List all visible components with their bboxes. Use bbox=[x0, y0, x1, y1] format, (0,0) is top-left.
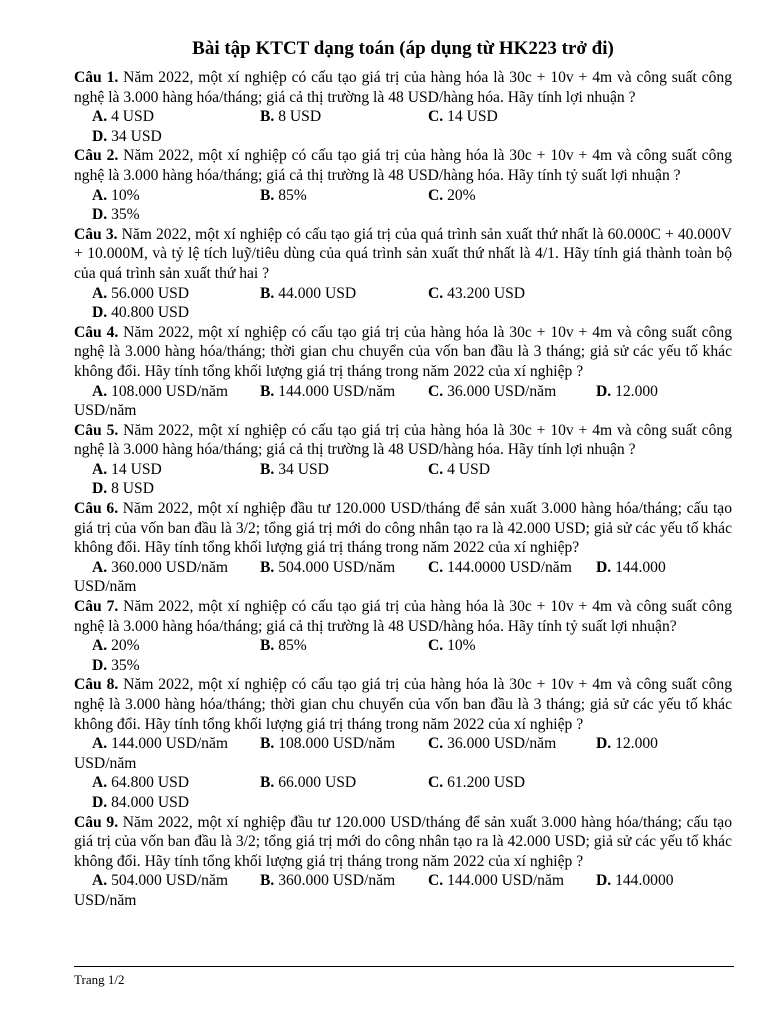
option-key: C. bbox=[428, 735, 444, 753]
option-text: 4 USD bbox=[443, 460, 490, 478]
question-label: Câu 4. bbox=[74, 323, 119, 341]
answer-options bbox=[74, 460, 732, 499]
question-body: Năm 2022, một xí nghiệp đầu tư 120.000 USD/tháng để sản xuất 3.000 hàng hóa/tháng; cấu tạo giá trị của vốn ban đầu là 3/2; tổng giá trị mới do công nhân tạo ra là 42.000 USD; giả sử các yếu tố khác không đổi. Hãy tính tổng khối lượng giá trị tháng trong năm 2022 của xí nghiệp ? bbox=[74, 813, 732, 870]
answer-option bbox=[92, 479, 260, 499]
answer-option bbox=[596, 382, 658, 402]
answer-option bbox=[596, 734, 658, 754]
option-text: 4 USD bbox=[107, 108, 154, 126]
question-body: Năm 2022, một xí nghiệp có cấu tạo giá trị của hàng hóa là 30c + 10v + 4m và công suất công nghệ là 3.000 hàng hóa/tháng; thời gian chu chuyển của vốn ban đầu là 3 tháng; giả sử các yếu tố khác không đổi. Hãy tính tổng khối lượng giá trị tháng trong năm 2022 của xí nghiệp ? bbox=[74, 323, 732, 380]
question-label: Câu 5. bbox=[74, 421, 119, 439]
answer-option bbox=[92, 734, 260, 754]
question-label: Câu 2. bbox=[74, 147, 119, 165]
question-text bbox=[74, 813, 732, 872]
option-key: C. bbox=[428, 872, 444, 890]
question-item bbox=[74, 499, 732, 597]
answer-option bbox=[260, 382, 428, 402]
question-text bbox=[74, 499, 732, 558]
option-key: B. bbox=[260, 108, 275, 126]
option-text: 144.000 USD/năm bbox=[274, 382, 396, 400]
question-label: Câu 3. bbox=[74, 225, 118, 243]
option-key: C. bbox=[428, 460, 444, 478]
answer-option bbox=[92, 186, 260, 206]
answer-option-continuation: USD/năm bbox=[74, 891, 137, 909]
option-key: C. bbox=[428, 774, 444, 792]
question-body: Năm 2022, một xí nghiệp có cấu tạo giá trị của hàng hóa là 30c + 10v + 4m và công suất công nghệ là 3.000 hàng hóa/tháng; giá cả thị trường là 48 USD/hàng hóa. Hãy tính lợi nhuận ? bbox=[74, 421, 732, 459]
answer-option bbox=[260, 186, 428, 206]
option-text: 10% bbox=[443, 637, 476, 655]
option-text: 10% bbox=[107, 186, 140, 204]
answer-options bbox=[74, 382, 732, 421]
option-key: B. bbox=[260, 460, 275, 478]
option-text: 20% bbox=[107, 637, 140, 655]
option-text: 44.000 USD bbox=[274, 284, 357, 302]
option-key: A. bbox=[92, 637, 108, 655]
question-body: Năm 2022, một xí nghiệp có cấu tạo giá trị của hàng hóa là 30c + 10v + 4m và công suất công nghệ là 3.000 hàng hóa/tháng; giá cả thị trường là 48 USD/hàng hóa. Hãy tính tỷ suất lợi nhuận ? bbox=[74, 147, 732, 184]
option-text: 40.800 USD bbox=[107, 304, 190, 322]
question-label: Câu 9. bbox=[74, 813, 119, 831]
option-key: A. bbox=[92, 382, 108, 400]
question-label: Câu 7. bbox=[74, 598, 119, 616]
option-text: 8 USD bbox=[107, 480, 154, 498]
option-text: 144.000 USD/năm bbox=[107, 735, 229, 753]
option-text: 35% bbox=[107, 206, 140, 224]
option-key: D. bbox=[92, 304, 108, 322]
answer-option bbox=[428, 636, 596, 656]
option-key: A. bbox=[92, 735, 108, 753]
option-key: C. bbox=[428, 382, 444, 400]
question-item bbox=[74, 323, 732, 421]
option-text: 108.000 USD/năm bbox=[274, 735, 396, 753]
option-text: 84.000 USD bbox=[107, 793, 190, 811]
option-key: D. bbox=[92, 793, 108, 811]
question-body: Năm 2022, một xí nghiệp có cấu tạo giá trị của quá trình sản xuất thứ nhất là 60.000C + 40.000V + 10.000M, và tỷ lệ tích luỹ/tiêu dùng của quá trình sản xuất thứ nhất là 4/1. Hãy tính giá thành toàn bộ của quá trình sản xuất thứ hai ? bbox=[74, 225, 733, 282]
option-key: B. bbox=[260, 382, 275, 400]
answer-option bbox=[92, 656, 260, 676]
answer-option bbox=[428, 186, 596, 206]
answer-options bbox=[74, 107, 732, 146]
answer-option bbox=[92, 284, 260, 304]
option-text: 35% bbox=[107, 656, 140, 674]
answer-option bbox=[92, 793, 260, 813]
question-text bbox=[74, 225, 732, 284]
answer-options bbox=[74, 636, 732, 675]
answer-option bbox=[428, 871, 596, 891]
question-item bbox=[74, 225, 732, 323]
option-key: B. bbox=[260, 872, 275, 890]
option-text: 64.800 USD bbox=[107, 774, 190, 792]
question-body: Năm 2022, một xí nghiệp đầu tư 120.000 USD/tháng để sản xuất 3.000 hàng hóa/tháng; cấu tạo giá trị của vốn ban đầu là 3/2; tổng giá trị mới do công nhân tạo ra là 42.000 USD; giả sử các yếu tố khác không đổi. Hãy tính tổng khối lượng giá trị tháng trong năm 2022 của xí nghiệp? bbox=[74, 500, 732, 557]
question-item bbox=[74, 421, 732, 499]
page-number: Trang 1/2 bbox=[74, 972, 125, 987]
option-text: 144.0000 bbox=[611, 872, 674, 890]
option-key: C. bbox=[428, 108, 444, 126]
option-text: 360.000 USD/năm bbox=[107, 558, 229, 576]
option-text: 61.200 USD bbox=[443, 774, 526, 792]
question-body: Năm 2022, một xí nghiệp có cấu tạo giá trị của hàng hóa là 30c + 10v + 4m và công suất công nghệ là 3.000 hàng hóa/tháng; giá cả thị trường là 48 USD/hàng hóa. Hãy tính lợi nhuận ? bbox=[74, 69, 732, 106]
option-key: C. bbox=[428, 284, 444, 302]
option-text: 36.000 USD/năm bbox=[443, 382, 557, 400]
question-text bbox=[74, 146, 732, 185]
answer-option bbox=[260, 734, 428, 754]
option-key: D. bbox=[92, 127, 108, 145]
option-text: 85% bbox=[274, 637, 307, 655]
answer-options bbox=[74, 284, 732, 323]
answer-option bbox=[260, 284, 428, 304]
footer-divider bbox=[74, 966, 734, 967]
question-label: Câu 1. bbox=[74, 69, 119, 86]
option-key: B. bbox=[260, 558, 275, 576]
answer-option bbox=[596, 871, 674, 891]
option-key: D. bbox=[596, 735, 612, 753]
answer-option bbox=[92, 303, 260, 323]
answer-option bbox=[260, 773, 428, 793]
question-list bbox=[74, 68, 732, 911]
option-key: D. bbox=[92, 480, 108, 498]
answer-option bbox=[92, 127, 260, 147]
option-key: B. bbox=[260, 637, 275, 655]
option-text: 144.0000 USD/năm bbox=[443, 558, 572, 576]
option-key: C. bbox=[428, 186, 444, 204]
answer-options bbox=[74, 773, 732, 812]
answer-option bbox=[428, 558, 596, 578]
answer-option bbox=[92, 558, 260, 578]
option-text: 34 USD bbox=[274, 460, 329, 478]
answer-option bbox=[428, 734, 596, 754]
question-item bbox=[74, 146, 732, 224]
option-text: 14 USD bbox=[443, 108, 498, 126]
answer-option-continuation: USD/năm bbox=[74, 754, 137, 772]
answer-option bbox=[428, 107, 596, 127]
answer-option bbox=[260, 871, 428, 891]
option-text: 504.000 USD/năm bbox=[107, 872, 229, 890]
question-body: Năm 2022, một xí nghiệp có cấu tạo giá trị của hàng hóa là 30c + 10v + 4m và công suất công nghệ là 3.000 hàng hóa/tháng; giá cả thị trường là 48 USD/hàng hóa. Hãy tính tỷ suất lợi nhuận? bbox=[74, 598, 732, 635]
answer-option bbox=[92, 205, 260, 225]
answer-option bbox=[260, 107, 428, 127]
question-label: Câu 6. bbox=[74, 500, 119, 518]
option-text: 14 USD bbox=[107, 460, 162, 478]
option-text: 144.000 USD/năm bbox=[443, 872, 565, 890]
answer-options bbox=[74, 734, 732, 773]
answer-option bbox=[92, 636, 260, 656]
answer-options bbox=[74, 558, 732, 597]
option-key: A. bbox=[92, 872, 108, 890]
option-key: D. bbox=[596, 382, 612, 400]
option-text: 43.200 USD bbox=[443, 284, 526, 302]
question-text bbox=[74, 421, 732, 460]
answer-option bbox=[92, 460, 260, 480]
answer-option bbox=[260, 636, 428, 656]
answer-option-continuation: USD/năm bbox=[74, 578, 137, 596]
option-text: 12.000 bbox=[611, 382, 658, 400]
question-body: Năm 2022, một xí nghiệp có cấu tạo giá trị của hàng hóa là 30c + 10v + 4m và công suất công nghệ là 3.000 hàng hóa/tháng; thời gian chu chuyển của vốn ban đầu là 3 tháng; giả sử các yếu tố khác không đổi. Hãy tính tổng khối lượng giá trị tháng trong năm 2022 của xí nghiệp ? bbox=[74, 676, 732, 733]
answer-option bbox=[260, 460, 428, 480]
option-text: 504.000 USD/năm bbox=[274, 558, 396, 576]
option-key: C. bbox=[428, 558, 444, 576]
answer-option bbox=[92, 871, 260, 891]
question-item bbox=[74, 675, 732, 812]
option-key: A. bbox=[92, 186, 108, 204]
answer-option bbox=[428, 773, 596, 793]
answer-option bbox=[92, 382, 260, 402]
option-key: A. bbox=[92, 460, 108, 478]
answer-option-continuation: USD/năm bbox=[74, 402, 137, 420]
option-text: 12.000 bbox=[611, 735, 658, 753]
option-text: 85% bbox=[274, 186, 307, 204]
question-item bbox=[74, 813, 732, 911]
question-item bbox=[74, 597, 732, 675]
answer-option bbox=[260, 558, 428, 578]
question-item bbox=[74, 68, 732, 146]
option-key: B. bbox=[260, 186, 275, 204]
option-key: C. bbox=[428, 637, 444, 655]
option-key: B. bbox=[260, 284, 275, 302]
option-key: D. bbox=[92, 656, 108, 674]
option-key: A. bbox=[92, 284, 108, 302]
question-label: Câu 8. bbox=[74, 676, 119, 694]
answer-options bbox=[74, 871, 732, 910]
question-text bbox=[74, 597, 732, 636]
option-key: D. bbox=[92, 206, 108, 224]
option-text: 20% bbox=[443, 186, 476, 204]
option-text: 66.000 USD bbox=[274, 774, 357, 792]
answer-option bbox=[428, 284, 596, 304]
option-text: 144.000 bbox=[611, 558, 666, 576]
answer-option bbox=[428, 382, 596, 402]
option-text: 8 USD bbox=[274, 108, 322, 126]
answer-option bbox=[92, 773, 260, 793]
question-text bbox=[74, 68, 732, 107]
option-key: A. bbox=[92, 558, 108, 576]
option-key: B. bbox=[260, 735, 275, 753]
question-text bbox=[74, 323, 732, 382]
option-text: 108.000 USD/năm bbox=[107, 382, 229, 400]
option-key: A. bbox=[92, 774, 108, 792]
option-key: B. bbox=[260, 774, 275, 792]
option-text: 36.000 USD/năm bbox=[443, 735, 557, 753]
option-key: D. bbox=[596, 872, 612, 890]
page-title: Bài tập KTCT dạng toán (áp dụng từ HK223 trở đi) bbox=[192, 38, 614, 59]
answer-option bbox=[428, 460, 596, 480]
answer-option bbox=[596, 558, 666, 578]
option-key: D. bbox=[596, 558, 612, 576]
answer-option bbox=[92, 107, 260, 127]
option-key: A. bbox=[92, 108, 108, 126]
option-text: 360.000 USD/năm bbox=[274, 872, 396, 890]
question-text bbox=[74, 675, 732, 734]
option-text: 56.000 USD bbox=[107, 284, 190, 302]
option-text: 34 USD bbox=[107, 127, 162, 145]
answer-options bbox=[74, 186, 732, 225]
